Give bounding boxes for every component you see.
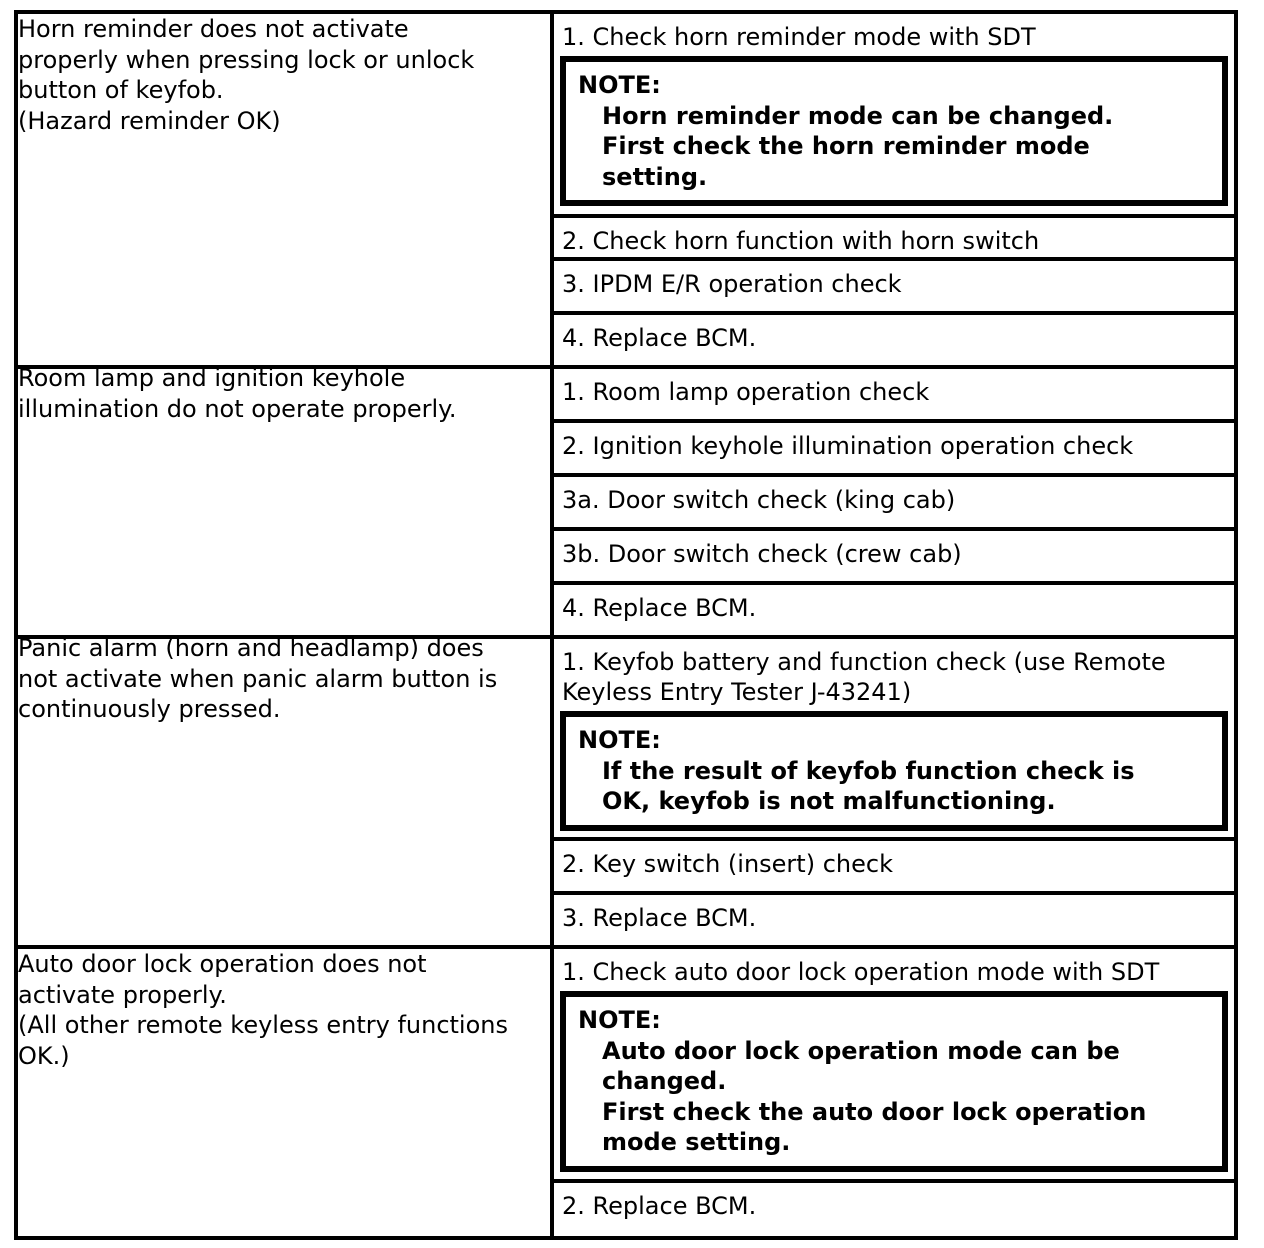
note-label: NOTE:: [578, 1006, 661, 1034]
step-text: 3. Replace BCM.: [562, 904, 757, 932]
note-text: If the result of keyfob function check is OK, keyfob is not malfunctioning.: [602, 756, 1135, 815]
step-text: 1. Room lamp operation check: [562, 378, 930, 406]
step-text: 2. Key switch (insert) check: [562, 850, 893, 878]
note-box: [560, 56, 1228, 206]
step-cell: [552, 947, 1236, 1181]
diagnosis-table: [14, 10, 1238, 1240]
step-cell: [552, 259, 1236, 313]
step-cell: [552, 367, 1236, 421]
step-text: 3b. Door switch check (crew cab): [562, 540, 962, 568]
step-text: 2. Check horn function with horn switch: [562, 227, 1040, 255]
step-cell: [552, 421, 1236, 475]
symptom-cell-1: [16, 12, 552, 367]
symptom-cell-3: [16, 634, 552, 947]
step-text: 4. Replace BCM.: [562, 324, 757, 352]
step-cell: [552, 12, 1236, 216]
symptom-cell-4: [16, 947, 552, 1238]
symptom-text: Panic alarm (horn and headlamp) does not activate when panic alarm button is continuously pressed.: [18, 634, 498, 723]
step-text: 4. Replace BCM.: [562, 594, 757, 622]
step-text: 3. IPDM E/R operation check: [562, 270, 902, 298]
note-label: NOTE:: [578, 71, 661, 99]
step-cell: [552, 529, 1236, 583]
symptom-cell-2: [16, 364, 552, 637]
step-cell: [552, 893, 1236, 947]
note-text: Horn reminder mode can be changed. First check the horn reminder mode setting.: [602, 101, 1114, 191]
note-text: Auto door lock operation mode can be changed. First check the auto door lock operation mode setting.: [602, 1036, 1147, 1156]
step-text: 1. Check auto door lock operation mode with SDT: [562, 958, 1160, 986]
step-cell: [552, 216, 1236, 259]
step-text: 1. Keyfob battery and function check (use Remote Keyless Entry Tester J-43241): [562, 648, 1166, 706]
step-cell: [552, 583, 1236, 637]
symptom-text: Room lamp and ignition keyhole illumination do not operate properly.: [18, 364, 457, 423]
note-label: NOTE:: [578, 726, 661, 754]
note-box: [560, 991, 1228, 1172]
step-cell: [552, 1181, 1236, 1238]
note-box: [560, 711, 1228, 831]
symptom-text: Auto door lock operation does not activate properly. (All other remote keyless entry functions OK.): [18, 950, 508, 1070]
symptom-text: Horn reminder does not activate properly when pressing lock or unlock button of keyfob. (Hazard reminder OK): [18, 15, 475, 135]
step-cell: [552, 637, 1236, 839]
step-text: 1. Check horn reminder mode with SDT: [562, 23, 1036, 51]
step-cell: [552, 313, 1236, 367]
step-text: 3a. Door switch check (king cab): [562, 486, 956, 514]
step-cell: [552, 839, 1236, 893]
step-text: 2. Replace BCM.: [562, 1192, 757, 1220]
step-text: 2. Ignition keyhole illumination operation check: [562, 432, 1134, 460]
step-cell: [552, 475, 1236, 529]
